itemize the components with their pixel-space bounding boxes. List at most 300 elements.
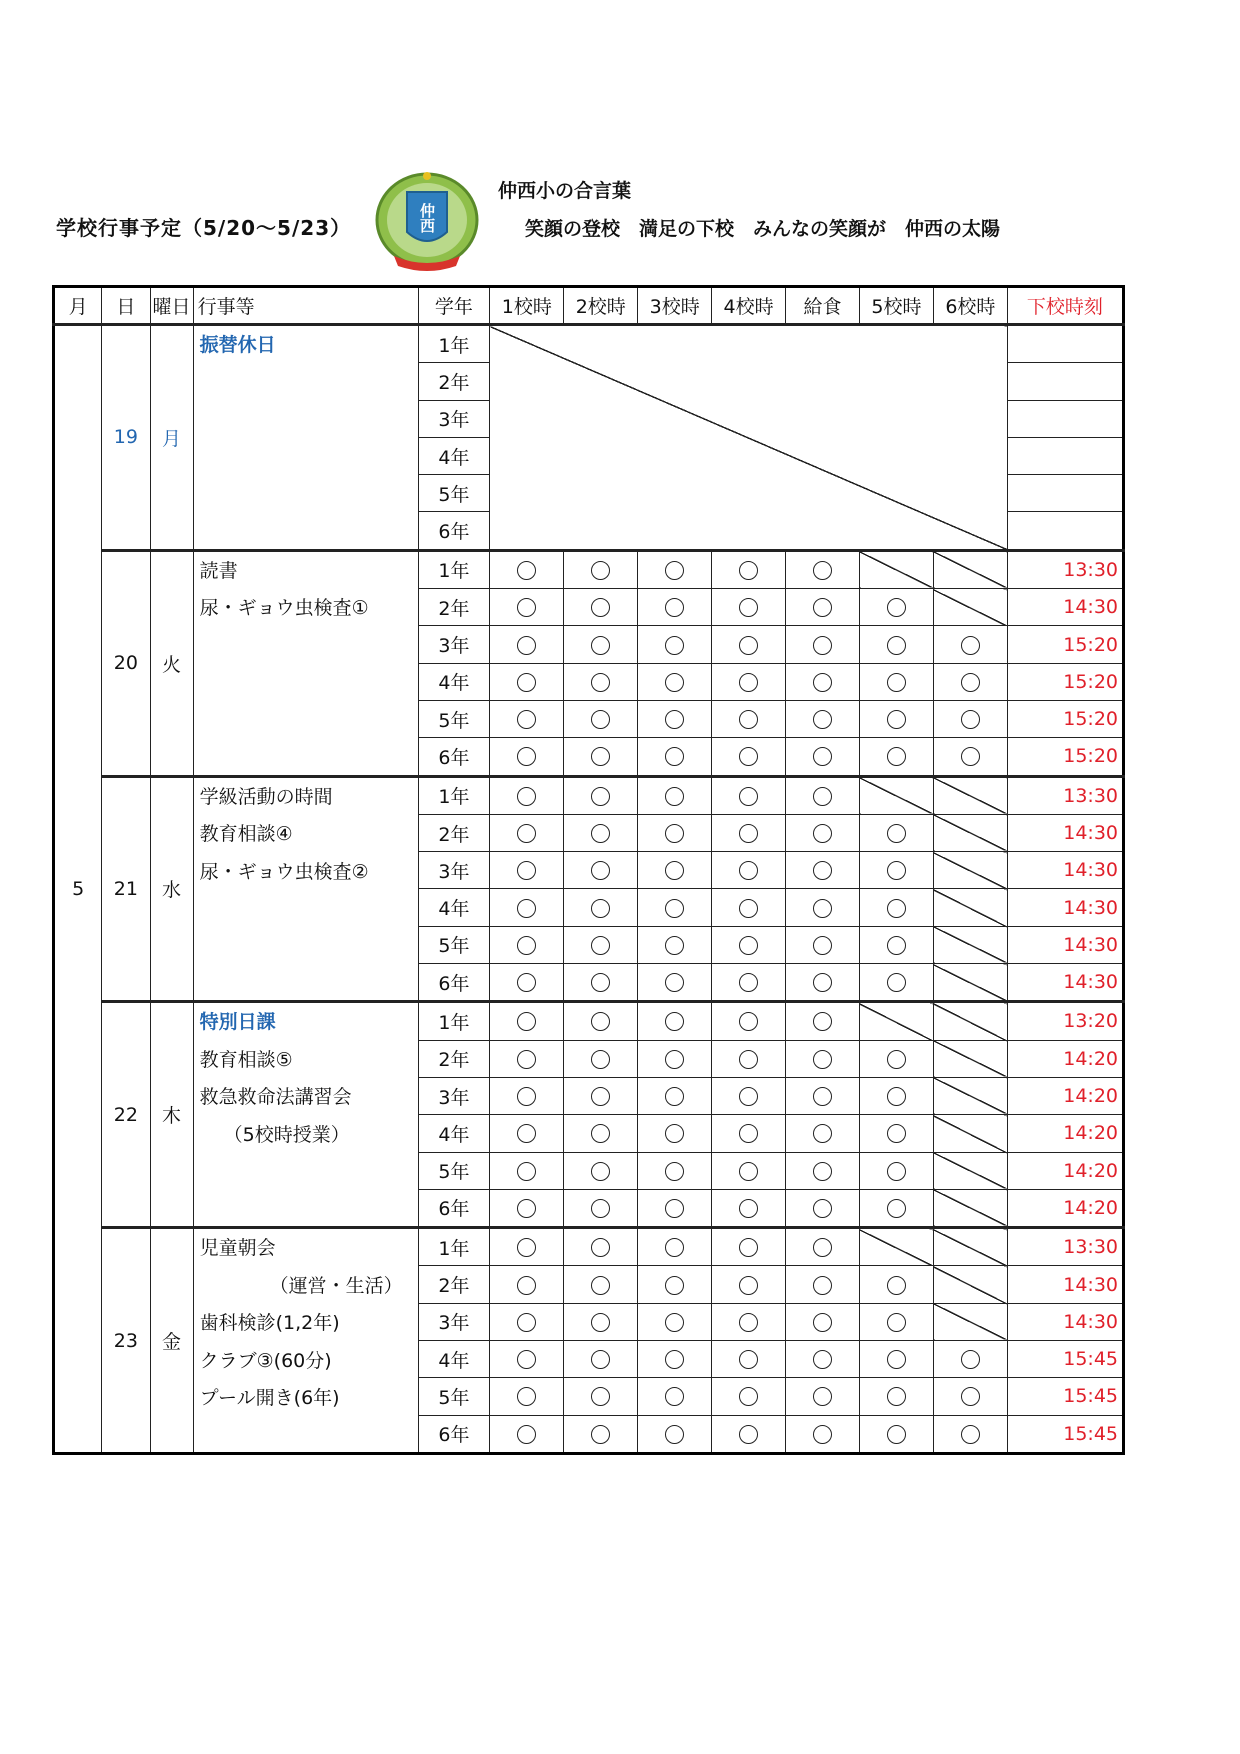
dismissal-time-cell: 13:30: [1007, 776, 1123, 814]
table-row: [54, 1228, 1124, 1266]
circle-mark-icon: [739, 673, 758, 692]
class-cell: [712, 1152, 786, 1189]
class-cell: [638, 1378, 712, 1415]
class-cell: [859, 589, 933, 626]
circle-mark-icon: [591, 1199, 610, 1218]
weekday-cell: 火: [150, 550, 193, 776]
circle-mark-icon: [887, 1425, 906, 1444]
grade-cell: 2年: [418, 1266, 490, 1303]
class-cell: [490, 1002, 564, 1040]
circle-mark-icon: [813, 673, 832, 692]
circle-mark-icon: [739, 973, 758, 992]
class-cell: [564, 889, 638, 926]
dismissal-time-cell: [1007, 325, 1123, 363]
class-cell: [638, 889, 712, 926]
circle-mark-icon: [739, 899, 758, 918]
circle-mark-icon: [739, 861, 758, 880]
dismissal-time-cell: [1007, 512, 1123, 550]
class-cell: [564, 700, 638, 737]
dismissal-time-cell: 14:20: [1007, 1115, 1123, 1152]
class-cell: [712, 550, 786, 588]
grade-cell: 1年: [418, 1228, 490, 1266]
header-row: [54, 287, 1124, 325]
class-cell: [933, 663, 1007, 700]
grade-cell: 5年: [418, 475, 490, 512]
class-cell: [564, 1228, 638, 1266]
class-cell: [564, 852, 638, 889]
circle-mark-icon: [887, 1313, 906, 1332]
class-cell: [490, 1341, 564, 1378]
grade-cell: 1年: [418, 550, 490, 588]
grade-cell: 5年: [418, 1378, 490, 1415]
class-cell: [859, 1303, 933, 1340]
circle-mark-icon: [813, 861, 832, 880]
event-item: （運営・生活）: [269, 1274, 403, 1297]
dismissal-time-cell: [1007, 475, 1123, 512]
class-cell: [859, 1378, 933, 1415]
class-cell: [712, 776, 786, 814]
circle-mark-icon: [517, 973, 536, 992]
circle-mark-icon: [591, 1387, 610, 1406]
no-class-slash-cell: [859, 1002, 933, 1040]
class-cell: [859, 1341, 933, 1378]
class-cell: [638, 1228, 712, 1266]
class-cell: [490, 589, 564, 626]
circle-mark-icon: [665, 899, 684, 918]
class-cell: [638, 926, 712, 963]
circle-mark-icon: [665, 936, 684, 955]
class-cell: [638, 1115, 712, 1152]
circle-mark-icon: [739, 1425, 758, 1444]
circle-mark-icon: [591, 1050, 610, 1069]
no-class-slash-cell: [933, 1266, 1007, 1303]
header-period-6: 6校時: [933, 287, 1007, 325]
circle-mark-icon: [591, 598, 610, 617]
dismissal-time-cell: 14:30: [1007, 589, 1123, 626]
circle-mark-icon: [517, 673, 536, 692]
circle-mark-icon: [887, 1162, 906, 1181]
no-class-slash-cell: [933, 889, 1007, 926]
circle-mark-icon: [961, 710, 980, 729]
circle-mark-icon: [739, 787, 758, 806]
dismissal-time-cell: 15:45: [1007, 1415, 1123, 1453]
header-events: 行事等: [193, 287, 418, 325]
month-cell: 5: [54, 325, 102, 1454]
class-cell: [564, 1115, 638, 1152]
circle-mark-icon: [887, 824, 906, 843]
circle-mark-icon: [665, 710, 684, 729]
class-cell: [786, 1115, 860, 1152]
class-cell: [786, 1002, 860, 1040]
circle-mark-icon: [665, 598, 684, 617]
class-cell: [786, 889, 860, 926]
circle-mark-icon: [517, 1050, 536, 1069]
class-cell: [564, 814, 638, 851]
circle-mark-icon: [591, 1313, 610, 1332]
circle-mark-icon: [591, 1350, 610, 1369]
class-cell: [564, 776, 638, 814]
class-cell: [712, 814, 786, 851]
class-cell: [712, 626, 786, 663]
event-item: 教育相談④: [199, 823, 293, 846]
event-item: 救急救命法講習会: [199, 1086, 352, 1109]
class-cell: [786, 1228, 860, 1266]
class-cell: [564, 626, 638, 663]
class-cell: [638, 1152, 712, 1189]
grade-cell: 5年: [418, 1152, 490, 1189]
circle-mark-icon: [517, 561, 536, 580]
class-cell: [712, 1415, 786, 1453]
schedule-table: [52, 285, 1125, 1455]
grade-cell: 5年: [418, 926, 490, 963]
class-cell: [786, 852, 860, 889]
circle-mark-icon: [813, 747, 832, 766]
circle-mark-icon: [813, 1124, 832, 1143]
circle-mark-icon: [665, 787, 684, 806]
no-class-slash-cell: [933, 1115, 1007, 1152]
class-cell: [786, 1378, 860, 1415]
circle-mark-icon: [517, 1199, 536, 1218]
grade-cell: 4年: [418, 1115, 490, 1152]
header-period-2: 2校時: [564, 287, 638, 325]
circle-mark-icon: [591, 1238, 610, 1257]
circle-mark-icon: [591, 1162, 610, 1181]
class-cell: [859, 1077, 933, 1114]
table-body: [54, 325, 1124, 1454]
header-period-1: 1校時: [490, 287, 564, 325]
events-cell: [193, 325, 418, 551]
class-cell: [786, 1152, 860, 1189]
class-cell: [490, 1189, 564, 1227]
class-cell: [490, 1378, 564, 1415]
class-cell: [859, 814, 933, 851]
no-class-slash-cell: [933, 852, 1007, 889]
grade-cell: 5年: [418, 700, 490, 737]
circle-mark-icon: [813, 936, 832, 955]
circle-mark-icon: [665, 1199, 684, 1218]
dismissal-time-cell: 15:20: [1007, 626, 1123, 663]
class-cell: [638, 1002, 712, 1040]
circle-mark-icon: [517, 899, 536, 918]
grade-cell: 6年: [418, 1189, 490, 1227]
class-cell: [564, 550, 638, 588]
grade-cell: 6年: [418, 512, 490, 550]
circle-mark-icon: [813, 1162, 832, 1181]
circle-mark-icon: [591, 710, 610, 729]
circle-mark-icon: [517, 598, 536, 617]
table-row: [54, 325, 1124, 363]
events-cell: [193, 776, 418, 1002]
circle-mark-icon: [591, 561, 610, 580]
header-period-5: 5校時: [859, 287, 933, 325]
circle-mark-icon: [739, 1162, 758, 1181]
grade-cell: 6年: [418, 738, 490, 776]
event-item: 特別日課: [199, 1011, 276, 1034]
class-cell: [490, 1228, 564, 1266]
event-item: プール開き(6年): [199, 1387, 340, 1410]
circle-mark-icon: [887, 1087, 906, 1106]
date-cell: 21: [102, 776, 150, 1002]
circle-mark-icon: [517, 1425, 536, 1444]
no-class-slash-cell: [933, 1152, 1007, 1189]
circle-mark-icon: [665, 1350, 684, 1369]
class-cell: [490, 1415, 564, 1453]
circle-mark-icon: [739, 1238, 758, 1257]
dismissal-time-cell: 13:30: [1007, 1228, 1123, 1266]
circle-mark-icon: [517, 1087, 536, 1106]
circle-mark-icon: [813, 899, 832, 918]
class-cell: [564, 1266, 638, 1303]
header-dismissal-time: 下校時刻: [1007, 287, 1123, 325]
class-cell: [859, 1266, 933, 1303]
circle-mark-icon: [665, 1162, 684, 1181]
class-cell: [490, 1266, 564, 1303]
class-cell: [712, 700, 786, 737]
dismissal-time-cell: 14:20: [1007, 1189, 1123, 1227]
header-month: 月: [54, 287, 102, 325]
circle-mark-icon: [887, 673, 906, 692]
no-class-slash-cell: [933, 1189, 1007, 1227]
class-cell: [859, 1115, 933, 1152]
event-item: 読書: [199, 559, 238, 582]
class-cell: [786, 1303, 860, 1340]
class-cell: [564, 738, 638, 776]
circle-mark-icon: [517, 787, 536, 806]
circle-mark-icon: [887, 861, 906, 880]
motto-text: 笑顔の登校 満足の下校 みんなの笑顔が 仲西の太陽: [525, 218, 1001, 240]
class-cell: [490, 776, 564, 814]
circle-mark-icon: [739, 1087, 758, 1106]
class-cell: [933, 738, 1007, 776]
circle-mark-icon: [665, 561, 684, 580]
circle-mark-icon: [887, 1124, 906, 1143]
class-cell: [638, 626, 712, 663]
class-cell: [786, 738, 860, 776]
no-class-slash-cell: [933, 1228, 1007, 1266]
circle-mark-icon: [961, 747, 980, 766]
event-item: クラブ③(60分): [199, 1349, 332, 1372]
no-class-slash-cell: [933, 1077, 1007, 1114]
class-cell: [638, 738, 712, 776]
circle-mark-icon: [813, 1313, 832, 1332]
class-cell: [490, 926, 564, 963]
dismissal-time-cell: 14:30: [1007, 964, 1123, 1002]
no-class-slash-cell: [933, 1002, 1007, 1040]
dismissal-time-cell: 14:30: [1007, 926, 1123, 963]
class-cell: [786, 663, 860, 700]
circle-mark-icon: [739, 1199, 758, 1218]
class-cell: [564, 926, 638, 963]
circle-mark-icon: [813, 1387, 832, 1406]
circle-mark-icon: [813, 1350, 832, 1369]
class-cell: [933, 1415, 1007, 1453]
class-cell: [638, 1266, 712, 1303]
circle-mark-icon: [813, 1276, 832, 1295]
class-cell: [712, 1189, 786, 1227]
class-cell: [786, 1266, 860, 1303]
circle-mark-icon: [591, 747, 610, 766]
class-cell: [490, 1303, 564, 1340]
circle-mark-icon: [739, 824, 758, 843]
class-cell: [786, 964, 860, 1002]
circle-mark-icon: [813, 710, 832, 729]
dismissal-time-cell: 14:30: [1007, 1303, 1123, 1340]
class-cell: [933, 1378, 1007, 1415]
circle-mark-icon: [591, 673, 610, 692]
circle-mark-icon: [813, 1050, 832, 1069]
circle-mark-icon: [887, 1050, 906, 1069]
class-cell: [638, 1040, 712, 1077]
class-cell: [638, 852, 712, 889]
dismissal-time-cell: [1007, 437, 1123, 474]
grade-cell: 2年: [418, 814, 490, 851]
event-item: 児童朝会: [199, 1237, 276, 1260]
class-cell: [712, 589, 786, 626]
class-cell: [786, 814, 860, 851]
class-cell: [564, 1378, 638, 1415]
circle-mark-icon: [517, 1162, 536, 1181]
no-class-slash-cell: [933, 1040, 1007, 1077]
class-cell: [712, 852, 786, 889]
circle-mark-icon: [517, 636, 536, 655]
class-cell: [638, 550, 712, 588]
circle-mark-icon: [887, 747, 906, 766]
class-cell: [490, 1152, 564, 1189]
class-cell: [712, 1341, 786, 1378]
circle-mark-icon: [665, 1425, 684, 1444]
grade-cell: 2年: [418, 1040, 490, 1077]
date-cell: 22: [102, 1002, 150, 1228]
class-cell: [786, 1189, 860, 1227]
circle-mark-icon: [813, 1012, 832, 1031]
class-cell: [564, 1040, 638, 1077]
circle-mark-icon: [591, 973, 610, 992]
class-cell: [638, 964, 712, 1002]
class-cell: [712, 1228, 786, 1266]
circle-mark-icon: [591, 1087, 610, 1106]
event-item: 振替休日: [199, 334, 276, 356]
dismissal-time-cell: 14:30: [1007, 814, 1123, 851]
class-cell: [564, 1152, 638, 1189]
class-cell: [564, 964, 638, 1002]
circle-mark-icon: [739, 1050, 758, 1069]
class-cell: [859, 889, 933, 926]
class-cell: [786, 1415, 860, 1453]
table-header: [54, 287, 1124, 325]
event-item: 尿・ギョウ虫検査②: [199, 860, 369, 883]
class-cell: [638, 1077, 712, 1114]
class-cell: [859, 738, 933, 776]
class-cell: [786, 1341, 860, 1378]
emblem-top-dot: [423, 172, 431, 180]
grade-cell: 1年: [418, 325, 490, 363]
circle-mark-icon: [739, 747, 758, 766]
grade-cell: 2年: [418, 589, 490, 626]
class-cell: [933, 626, 1007, 663]
circle-mark-icon: [887, 1276, 906, 1295]
grade-cell: 3年: [418, 626, 490, 663]
dismissal-time-cell: 14:20: [1007, 1152, 1123, 1189]
grade-cell: 4年: [418, 437, 490, 474]
class-cell: [638, 776, 712, 814]
circle-mark-icon: [887, 1350, 906, 1369]
events-cell: [193, 1002, 418, 1228]
circle-mark-icon: [887, 598, 906, 617]
school-emblem: [372, 170, 482, 276]
grade-cell: 3年: [418, 1077, 490, 1114]
class-cell: [490, 814, 564, 851]
dismissal-time-cell: 14:20: [1007, 1040, 1123, 1077]
dismissal-time-cell: 13:30: [1007, 550, 1123, 588]
class-cell: [564, 1077, 638, 1114]
no-class-slash-cell: [933, 1303, 1007, 1340]
circle-mark-icon: [665, 747, 684, 766]
grade-cell: 4年: [418, 1341, 490, 1378]
circle-mark-icon: [665, 1313, 684, 1332]
class-cell: [859, 1189, 933, 1227]
circle-mark-icon: [813, 1087, 832, 1106]
circle-mark-icon: [813, 636, 832, 655]
circle-mark-icon: [739, 1012, 758, 1031]
circle-mark-icon: [665, 673, 684, 692]
class-cell: [712, 1040, 786, 1077]
class-cell: [712, 1077, 786, 1114]
circle-mark-icon: [887, 973, 906, 992]
class-cell: [859, 1040, 933, 1077]
class-cell: [712, 1115, 786, 1152]
class-cell: [564, 1415, 638, 1453]
grade-cell: 6年: [418, 964, 490, 1002]
class-cell: [786, 589, 860, 626]
class-cell: [786, 550, 860, 588]
circle-mark-icon: [887, 710, 906, 729]
circle-mark-icon: [591, 787, 610, 806]
date-cell: 23: [102, 1228, 150, 1454]
event-item: 学級活動の時間: [199, 785, 333, 808]
table-row: [54, 776, 1124, 814]
no-class-slash-cell: [933, 926, 1007, 963]
class-cell: [490, 1115, 564, 1152]
circle-mark-icon: [517, 1313, 536, 1332]
circle-mark-icon: [591, 1425, 610, 1444]
circle-mark-icon: [739, 1124, 758, 1143]
class-cell: [564, 589, 638, 626]
class-cell: [933, 700, 1007, 737]
circle-mark-icon: [961, 1350, 980, 1369]
circle-mark-icon: [665, 1276, 684, 1295]
circle-mark-icon: [665, 1087, 684, 1106]
grade-cell: 4年: [418, 663, 490, 700]
circle-mark-icon: [591, 936, 610, 955]
class-cell: [638, 589, 712, 626]
circle-mark-icon: [517, 1387, 536, 1406]
grade-cell: 1年: [418, 1002, 490, 1040]
class-cell: [712, 738, 786, 776]
class-cell: [859, 700, 933, 737]
circle-mark-icon: [887, 936, 906, 955]
dismissal-time-cell: 14:30: [1007, 852, 1123, 889]
circle-mark-icon: [665, 1050, 684, 1069]
circle-mark-icon: [665, 824, 684, 843]
motto-title: 仲西小の合言葉: [498, 180, 632, 202]
dismissal-time-cell: 14:30: [1007, 889, 1123, 926]
circle-mark-icon: [665, 1238, 684, 1257]
dismissal-time-cell: 15:20: [1007, 700, 1123, 737]
circle-mark-icon: [591, 1012, 610, 1031]
circle-mark-icon: [961, 636, 980, 655]
class-cell: [638, 1303, 712, 1340]
circle-mark-icon: [887, 1387, 906, 1406]
